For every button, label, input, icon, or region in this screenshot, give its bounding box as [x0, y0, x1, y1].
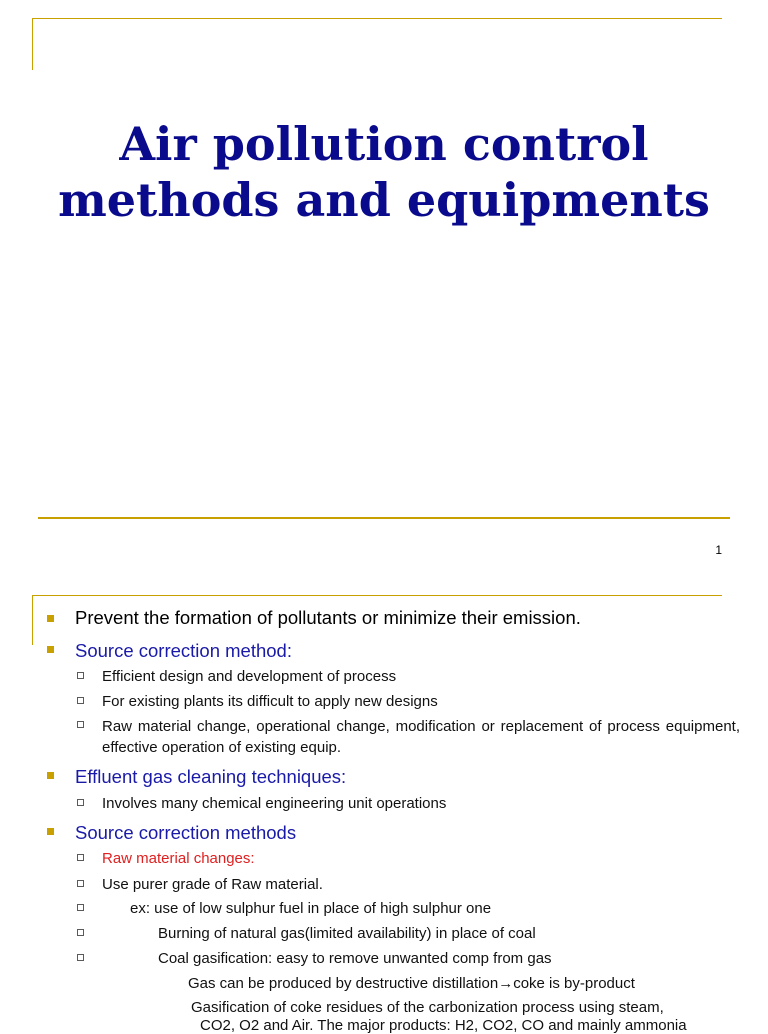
sub-bullet-text: Use purer grade of Raw material. — [102, 876, 323, 893]
hollow-square-bullet-icon — [77, 854, 84, 861]
sub-bullet-text: Burning of natural gas(limited availability) in place of coal — [158, 925, 536, 942]
indented-text: Gasification of coke residues of the carbonization process using steam, — [191, 999, 664, 1016]
right-arrow-icon: → — [498, 975, 514, 992]
hollow-square-bullet-icon — [77, 697, 84, 704]
bullet-heading: Effluent gas cleaning techniques: — [75, 766, 347, 787]
square-bullet-icon — [47, 615, 54, 622]
slide-title — [0, 116, 768, 228]
sub-bullet-text: Coal gasification: easy to remove unwanted comp from gas — [158, 950, 552, 967]
slide-title-line-2: methods and equipments — [58, 173, 710, 227]
hollow-square-bullet-icon — [77, 721, 84, 728]
sub-bullet-text: Efficient design and development of process — [102, 668, 397, 685]
slide1-top-rule — [32, 18, 722, 19]
hollow-square-bullet-icon — [77, 880, 84, 887]
slide2-top-rule — [32, 595, 722, 596]
indented-text-part: coke is by-product — [513, 975, 635, 992]
slide1-bottom-rule — [38, 517, 730, 519]
square-bullet-icon — [47, 646, 54, 653]
indented-text — [188, 975, 635, 992]
sub-bullet-text: ex: use of low sulphur fuel in place of high sulphur one — [130, 900, 492, 917]
sub-bullet-text: Involves many chemical engineering unit operations — [102, 795, 447, 812]
sub-bullet-text: Raw material changes: — [102, 850, 255, 867]
hollow-square-bullet-icon — [77, 954, 84, 961]
square-bullet-icon — [47, 772, 54, 779]
hollow-square-bullet-icon — [77, 904, 84, 911]
bullet-heading: Source correction method: — [75, 640, 292, 661]
slide2-left-rule — [32, 595, 33, 645]
bullet-heading: Source correction methods — [75, 822, 297, 843]
page-number: 1 — [715, 543, 722, 557]
indented-text-part: Gas can be produced by destructive distillation — [188, 975, 499, 992]
slide-title-line-1: Air pollution control — [119, 117, 649, 171]
sub-bullet-text: Raw material change, operational change, modification or replacement of process equipment, effective operation of existing equip. — [102, 718, 740, 756]
hollow-square-bullet-icon — [77, 929, 84, 936]
hollow-square-bullet-icon — [77, 672, 84, 679]
square-bullet-icon — [47, 828, 54, 835]
indented-text: CO2, O2 and Air. The major products: H2, CO2, CO and mainly ammonia — [200, 1017, 687, 1034]
sub-bullet-text: For existing plants its difficult to apply new designs — [102, 693, 438, 710]
hollow-square-bullet-icon — [77, 799, 84, 806]
bullet-text: Prevent the formation of pollutants or minimize their emission. — [75, 607, 581, 628]
slide1-left-rule — [32, 18, 33, 70]
